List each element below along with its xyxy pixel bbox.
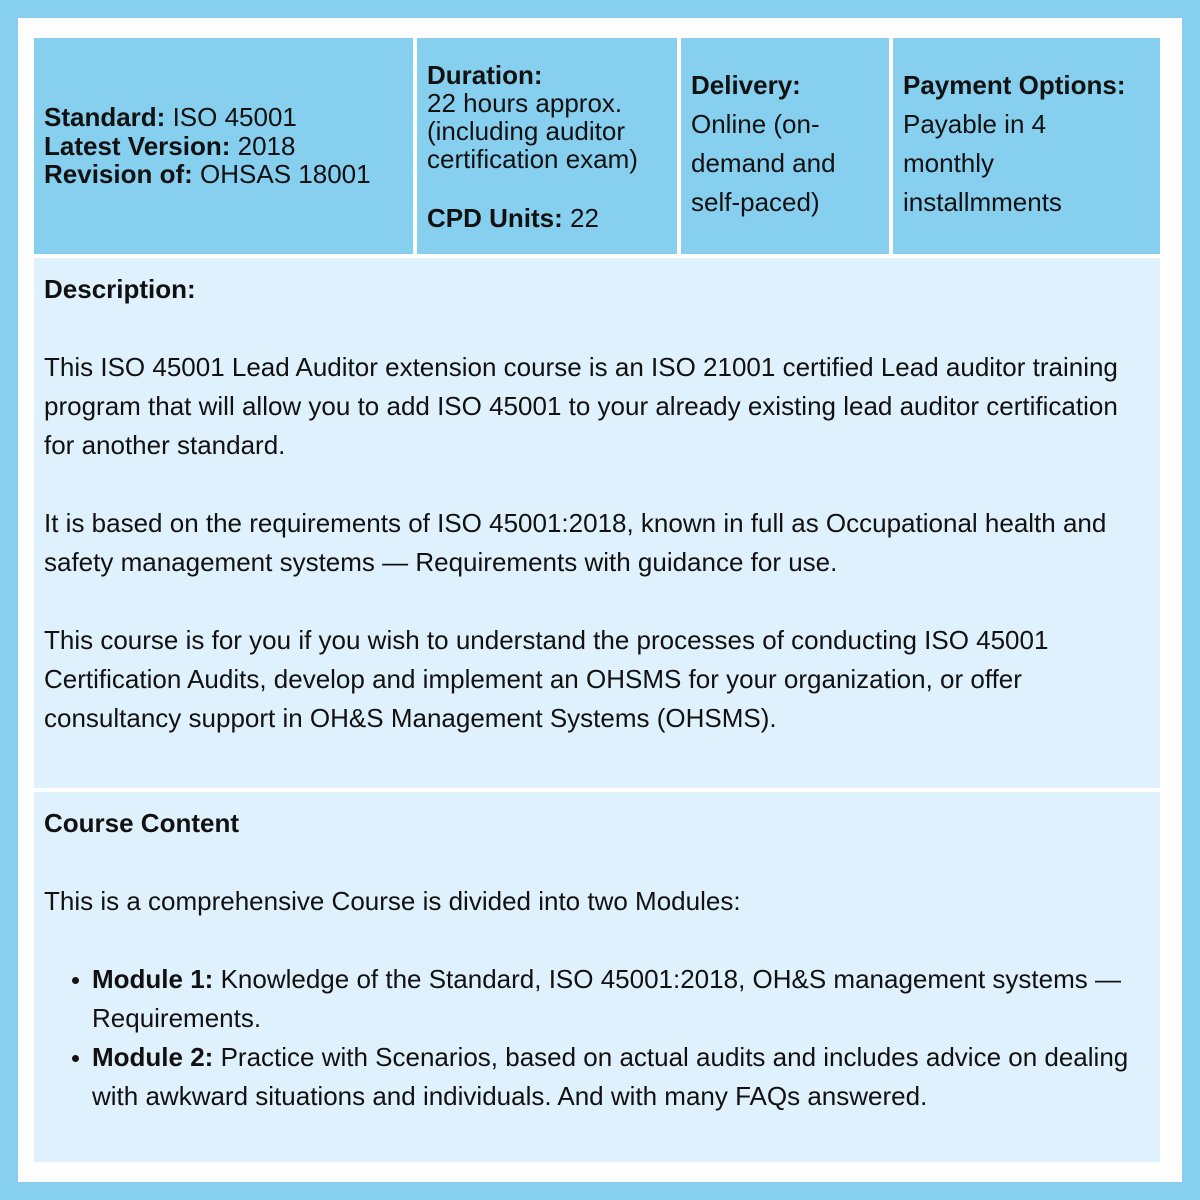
standard-label: Standard: bbox=[44, 102, 166, 133]
module-text: Knowledge of the Standard, ISO 45001:2018, OH&S management systems — Requirements. bbox=[92, 964, 1121, 1033]
payment-line: installmments bbox=[903, 187, 1062, 217]
cpd-label: CPD Units: bbox=[427, 203, 563, 233]
standard-cell bbox=[34, 38, 413, 254]
delivery-line: demand and bbox=[691, 148, 836, 178]
list-item bbox=[92, 1038, 1150, 1116]
description-heading: Description: bbox=[44, 274, 196, 304]
payment-cell bbox=[893, 38, 1160, 254]
description-paragraph: This ISO 45001 Lead Auditor extension course is an ISO 21001 certified Lead auditor training program that will allow you to add ISO 45001 to your already existing lead auditor certification for another standard. bbox=[44, 352, 1118, 460]
course-info-table bbox=[34, 38, 1166, 1168]
module-text: Practice with Scenarios, based on actual audits and includes advice on dealing with awkward situations and individuals. And with many FAQs answered. bbox=[92, 1042, 1129, 1111]
payment-label: Payment Options: bbox=[903, 70, 1126, 100]
revision-line bbox=[44, 160, 403, 189]
list-item bbox=[92, 960, 1150, 1038]
payment-line: Payable in 4 bbox=[903, 109, 1047, 139]
delivery-line: Online (on- bbox=[691, 109, 820, 139]
revision-label: Revision of: bbox=[44, 159, 193, 190]
module-label: Module 2: bbox=[92, 1042, 214, 1072]
module-list bbox=[44, 960, 1150, 1116]
duration-label: Duration: bbox=[427, 60, 543, 90]
delivery-label: Delivery: bbox=[691, 70, 801, 100]
course-content-heading: Course Content bbox=[44, 808, 239, 838]
delivery-cell bbox=[681, 38, 889, 254]
version-value: 2018 bbox=[237, 130, 296, 161]
version-label: Latest Version: bbox=[44, 130, 231, 161]
standard-value: ISO 45001 bbox=[172, 102, 297, 133]
duration-line: certification exam) bbox=[427, 144, 638, 174]
description-paragraph: It is based on the requirements of ISO 45001:2018, known in full as Occupational health and safety management systems — Requirements with guidance for use. bbox=[44, 508, 1107, 577]
revision-value: OHSAS 18001 bbox=[200, 159, 371, 190]
course-content-section bbox=[34, 792, 1160, 1162]
version-line bbox=[44, 132, 403, 161]
duration-line: 22 hours approx. bbox=[427, 88, 623, 118]
page-frame bbox=[18, 18, 1182, 1182]
module-label: Module 1: bbox=[92, 964, 214, 994]
description-section bbox=[34, 258, 1160, 788]
delivery-line: self-paced) bbox=[691, 187, 820, 217]
payment-line: monthly bbox=[903, 148, 995, 178]
description-paragraph: This course is for you if you wish to understand the processes of conducting ISO 45001 Certification Audits, develop and implement an OHSMS for your organization, or offer consultancy support in OH&S Management Systems (OHSMS). bbox=[44, 625, 1049, 733]
duration-line: (including auditor bbox=[427, 116, 626, 146]
course-content-intro: This is a comprehensive Course is divided into two Modules: bbox=[44, 886, 741, 916]
duration-cell bbox=[417, 38, 677, 254]
cpd-line bbox=[427, 204, 667, 232]
cpd-value: 22 bbox=[570, 203, 599, 233]
standard-line bbox=[44, 103, 403, 132]
